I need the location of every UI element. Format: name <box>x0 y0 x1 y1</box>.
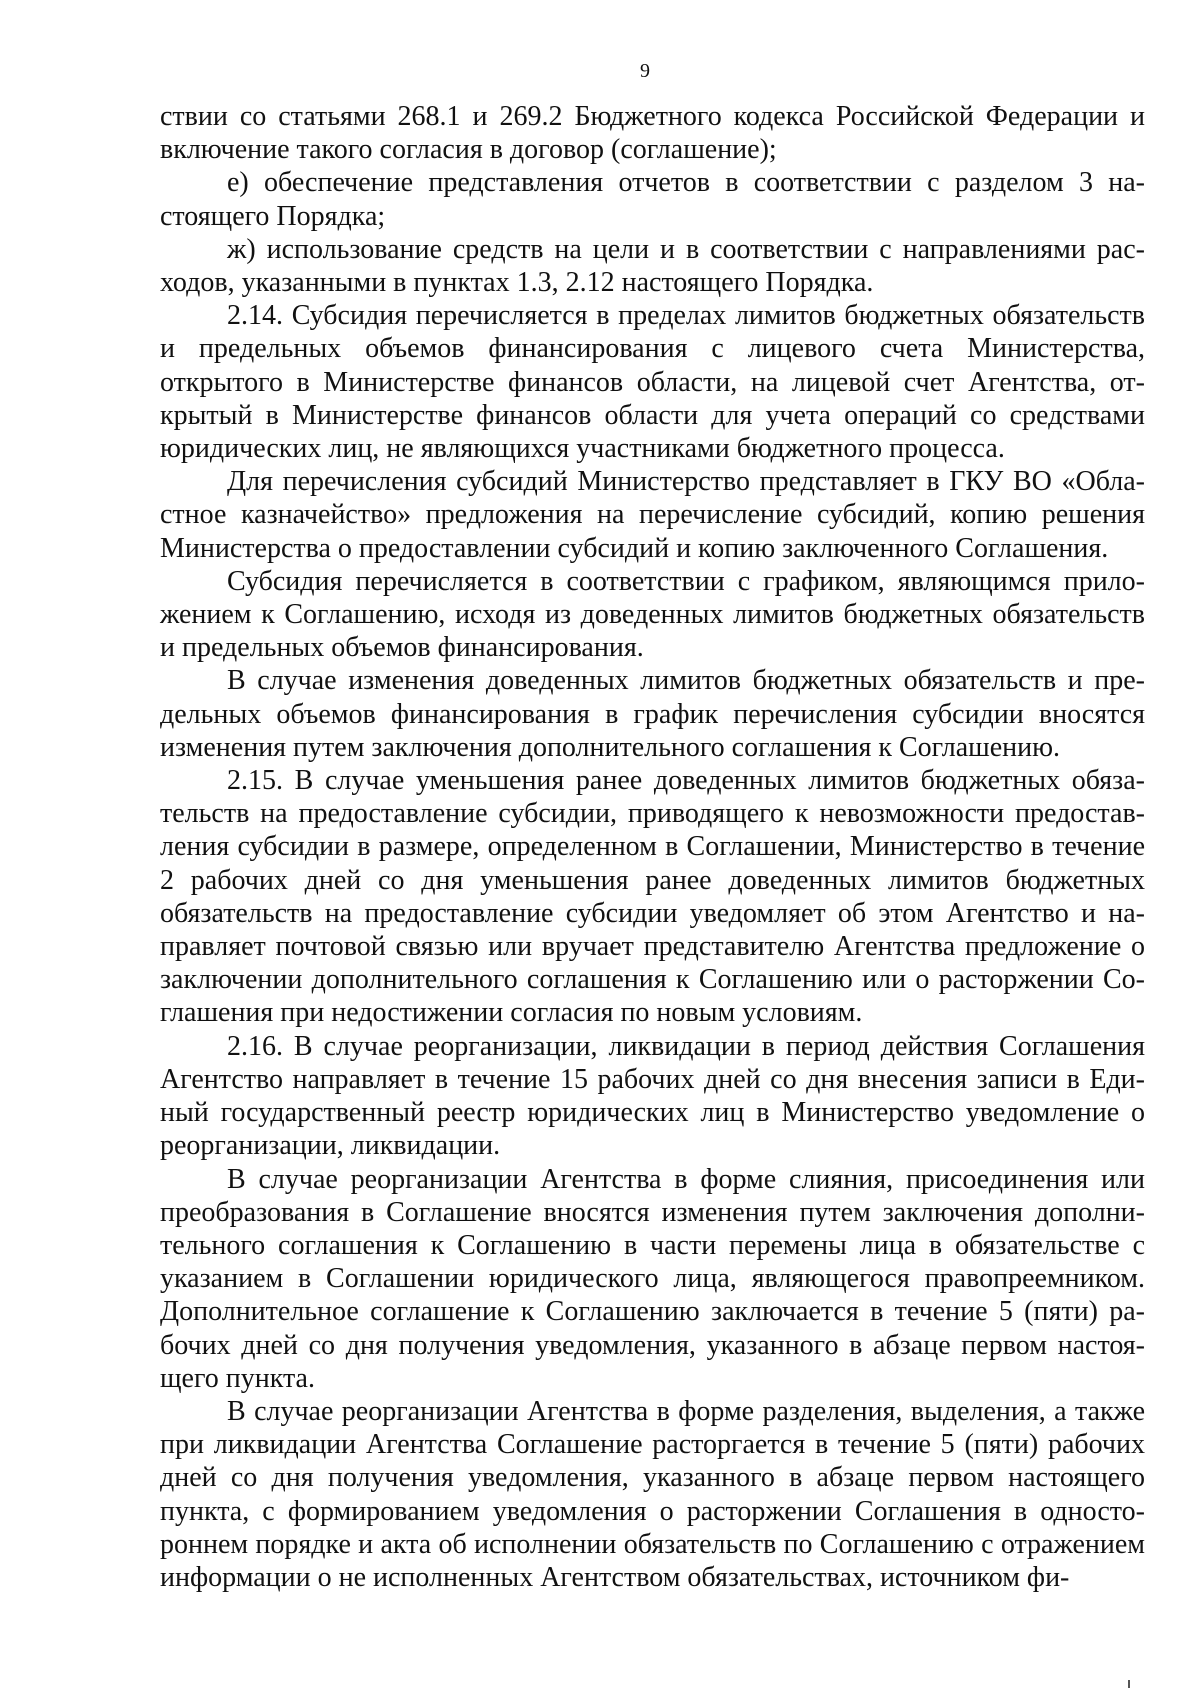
paragraph-2-16: 2.16. В случае реорганизации, ликвидации в период действия Соглашения Агентство направляет в течение 15 рабочих дней со дня внесения записи в Единый государственный реестр юридических лиц в Министерство уведомление о реорганизации, ликвидации. <box>160 1030 1145 1162</box>
document-body <box>160 100 1145 1594</box>
paragraph-transfer-procedure: Для перечисления субсидий Министерство представляет в ГКУ ВО «Областное казначейство» предложения на перечисление субсидий, копию решения Министерства о предоставлении субсидий и копию заключенного Соглашения. <box>160 466 1145 564</box>
page-number: 9 <box>640 60 650 82</box>
paragraph-reorganization-merger: В случае реорганизации Агентства в форме слияния, присоединения или преобразования в Соглашение вносятся изменения путем заключения дополнительного соглашения к Соглашению в части перемены лица в обязательстве с указанием в Соглашении юридического лица, являющегося правопреемником. Дополнительное соглашение к Соглашению заключается в течение 5 (пяти) рабочих дней со дня получения уведомления, указанного в абзаце первом настоящего пункта. <box>160 1163 1145 1394</box>
paragraph-2-15: 2.15. В случае уменьшения ранее доведенных лимитов бюджетных обязательств на предоставление субсидии, приводящего к невозможности предоставления субсидии в размере, определенном в Соглашении, Министерство в течение 2 рабочих дней со дня уменьшения ранее доведенных лимитов бюджетных обязательств на предоставление субсидии уведомляет об этом Агентство и направляет почтовой связью или вручает представителю Агентства предложение о заключении дополнительного соглашения к Соглашению или о расторжении Соглашения при недостижении согласия по новым условиям. <box>160 765 1145 1029</box>
paragraph-reorganization-division: В случае реорганизации Агентства в форме разделения, выделения, а также при ликвидации Агентства Соглашение расторгается в течение 5 (пяти) рабочих дней со дня получения уведомления, указанного в абзаце первом настоящего пункта, с формированием уведомления о расторжении Соглашения в одностороннем порядке и акта об исполнении обязательств по Соглашению с отражением информации о не исполненных Агентством обязательствах, источником фи- <box>160 1395 1145 1593</box>
paragraph-limit-changes: В случае изменения доведенных лимитов бюджетных обязательств и предельных объемов финансирования в график перечисления субсидии вносятся изменения путем заключения дополнительного соглашения к Соглашению. <box>160 665 1145 763</box>
scan-mark <box>1128 1680 1130 1688</box>
paragraph-schedule: Субсидия перечисляется в соответствии с графиком, являющимся приложением к Соглашению, исходя из доведенных лимитов бюджетных обязательств и предельных объемов финансирования. <box>160 565 1145 664</box>
paragraph-item-e: е) обеспечение представления отчетов в соответствии с разделом 3 настоящего Порядка; <box>160 167 1145 232</box>
paragraph-continuation: ствии со статьями 268.1 и 269.2 Бюджетного кодекса Российской Федерации и включение такого согласия в договор (соглашение); <box>160 101 1145 166</box>
paragraph-item-zh: ж) использование средств на цели и в соответствии с направлениями расходов, указанными в пунктах 1.3, 2.12 настоящего Порядка. <box>160 233 1145 299</box>
paragraph-2-14: 2.14. Субсидия перечисляется в пределах лимитов бюджетных обязательств и предельных объемов финансирования с лицевого счета Министерства, открытого в Министерстве финансов области, на лицевой счет Агентства, открытый в Министерстве финансов области для учета операций со средствами юридических лиц, не являющихся участниками бюджетного процесса. <box>160 300 1145 465</box>
